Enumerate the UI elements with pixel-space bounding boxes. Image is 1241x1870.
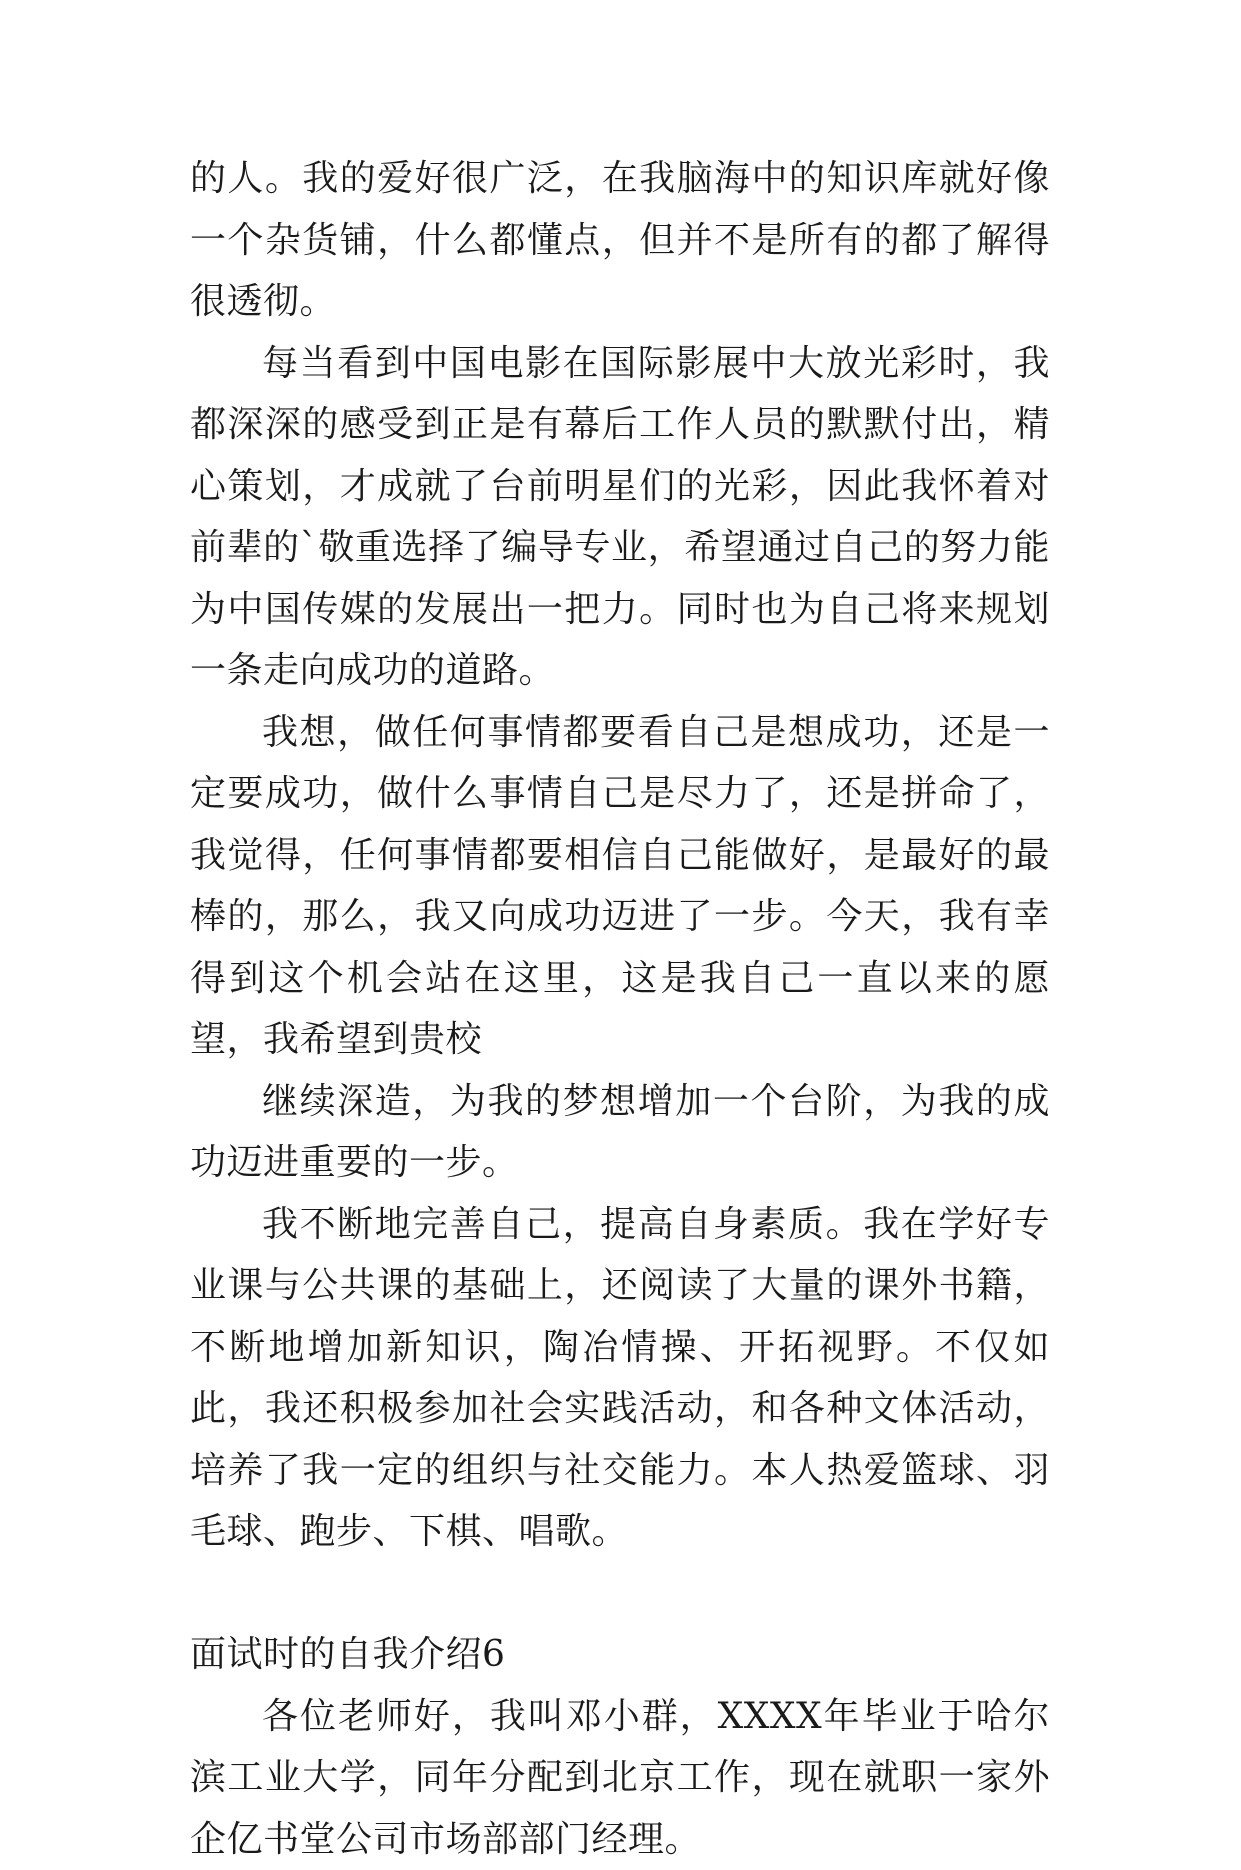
paragraph-4: 继续深造，为我的梦想增加一个台阶，为我的成功迈进重要的一步。 xyxy=(190,1071,1050,1194)
paragraph-2: 每当看到中国电影在国际影展中大放光彩时，我都深深的感受到正是有幕后工作人员的默默付出，精心策划，才成就了台前明星们的光彩，因此我怀着对前辈的`敬重选择了编导专业，希望通过自己的努力能为中国传媒的发展出一把力。同时也为自己将来规划一条走向成功的道路。 xyxy=(190,333,1050,702)
text-column xyxy=(190,148,1050,1870)
section-paragraph-1: 各位老师好，我叫邓小群，XXXX年毕业于哈尔滨工业大学，同年分配到北京工作，现在就职一家外企亿书堂公司市场部部门经理。 xyxy=(190,1686,1050,1870)
paragraph-5: 我不断地完善自己，提高自身素质。我在学好专业课与公共课的基础上，还阅读了大量的课外书籍，不断地增加新知识，陶冶情操、开拓视野。不仅如此，我还积极参加社会实践活动，和各种文体活动，培养了我一定的组织与社交能力。本人热爱篮球、羽毛球、跑步、下棋、唱歌。 xyxy=(190,1194,1050,1563)
section-heading: 面试时的自我介绍6 xyxy=(190,1624,1050,1686)
paragraph-1: 的人。我的爱好很广泛，在我脑海中的知识库就好像一个杂货铺，什么都懂点，但并不是所有的都了解得很透彻。 xyxy=(190,148,1050,333)
paragraph-3: 我想，做任何事情都要看自己是想成功，还是一定要成功，做什么事情自己是尽力了，还是拼命了，我觉得，任何事情都要相信自己能做好，是最好的最棒的，那么，我又向成功迈进了一步。今天，我有幸得到这个机会站在这里，这是我自己一直以来的愿望，我希望到贵校 xyxy=(190,702,1050,1071)
